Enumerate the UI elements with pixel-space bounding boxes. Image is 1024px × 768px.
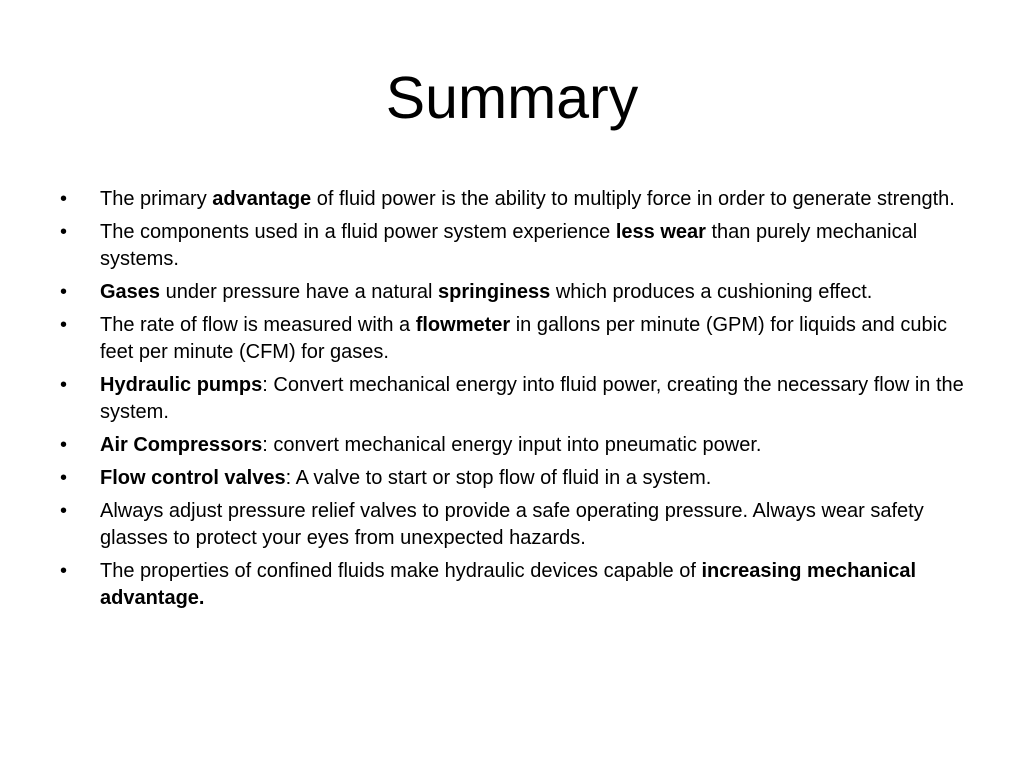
bullet-text-bold: advantage (212, 188, 312, 210)
bullet-text: under pressure have a natural (160, 281, 439, 303)
bullet-text: which produces a cushioning effect. (550, 281, 873, 303)
bullet-text-bold: Gases (100, 281, 161, 303)
bullet-item (60, 432, 980, 459)
bullet-item (60, 312, 980, 366)
bullet-marker: • (60, 374, 68, 396)
bullet-list (60, 186, 980, 618)
bullet-text-bold: springiness (438, 281, 551, 303)
bullet-text: Always adjust pressure relief valves to provide a safe operating pressure. Always wear safety glasses to protect your eyes from unexpected hazards. (100, 500, 924, 549)
bullet-item (60, 465, 980, 492)
bullet-text: than purely mechanical systems. (100, 221, 918, 270)
bullet-item (60, 558, 980, 612)
bullet-text-bold: less wear (615, 221, 706, 243)
bullet-marker: • (60, 467, 68, 489)
bullet-marker: • (60, 281, 68, 303)
bullet-text-bold: flowmeter (415, 314, 511, 336)
bullet-text: in gallons per minute (GPM) for liquids and cubic feet per minute (CFM) for gases. (100, 314, 948, 363)
bullet-marker: • (60, 434, 68, 456)
bullet-text-bold: increasing mechanical advantage. (100, 560, 916, 609)
bullet-marker: • (60, 221, 68, 243)
bullet-marker: • (60, 314, 68, 336)
bullet-text: : Convert mechanical energy into fluid power, creating the necessary flow in the system. (100, 374, 964, 423)
bullet-marker: • (60, 500, 68, 522)
bullet-marker: • (60, 560, 68, 582)
bullet-text: The primary (100, 188, 213, 210)
bullet-text: of fluid power is the ability to multiply force in order to generate strength. (311, 188, 955, 210)
bullet-text-bold: Hydraulic pumps (100, 374, 263, 396)
bullet-text: : A valve to start or stop flow of fluid in a system. (285, 467, 712, 489)
bullet-marker: • (60, 188, 68, 210)
bullet-text: The components used in a fluid power system experience (100, 221, 616, 243)
bullet-item (60, 279, 980, 306)
slide-title: Summary (385, 65, 639, 131)
bullet-text-bold: Flow control valves (100, 467, 286, 489)
bullet-text-bold: Air Compressors (100, 434, 263, 456)
bullet-item (60, 186, 980, 213)
bullet-text: The rate of flow is measured with a (100, 314, 416, 336)
bullet-item (60, 372, 980, 426)
bullet-item (60, 498, 980, 552)
bullet-text: : convert mechanical energy input into pneumatic power. (262, 434, 762, 456)
bullet-item (60, 219, 980, 273)
bullet-text: The properties of confined fluids make hydraulic devices capable of (100, 560, 702, 582)
